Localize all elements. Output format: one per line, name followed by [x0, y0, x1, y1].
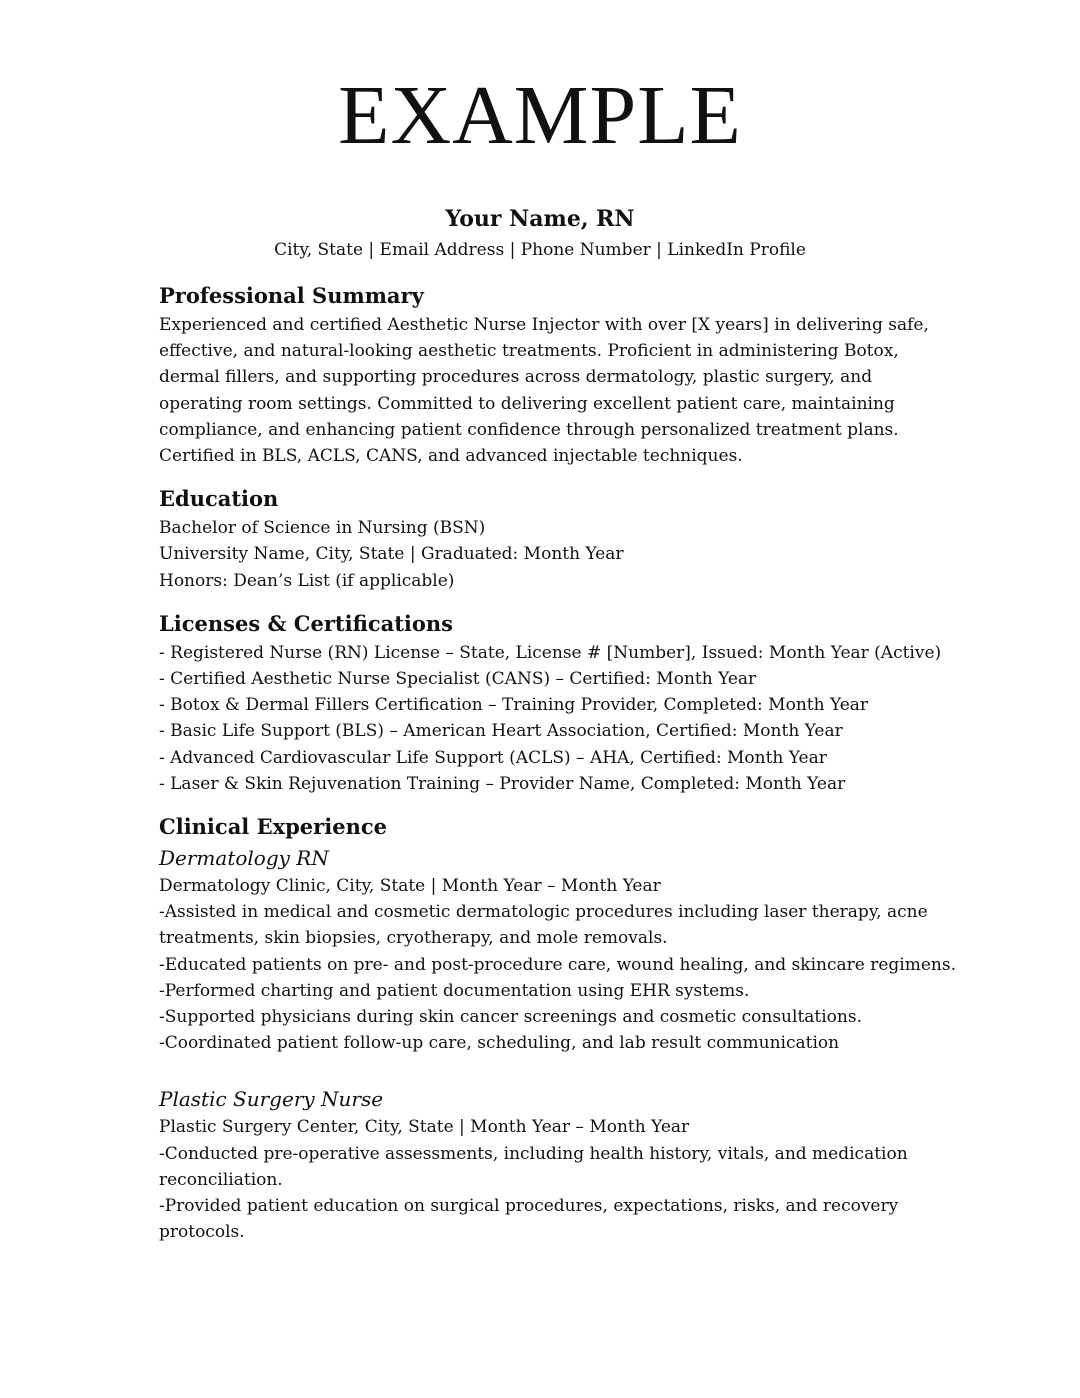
license-item: - Registered Nurse (RN) License – State, License # [Number], Issued: Month Year (Active)	[159, 642, 942, 663]
job-duty-line: -Educated patients on pre- and post-procedure care, wound healing, and skincare regimens.	[159, 954, 956, 975]
professional-summary-section	[159, 280, 959, 469]
clinical-experience-section	[159, 811, 959, 1245]
job-duty-line: treatments, skin biopsies, cryotherapy, and mole removals.	[159, 928, 668, 949]
summary-line: operating room settings. Committed to delivering excellent patient care, maintaining	[159, 393, 895, 414]
summary-line: dermal fillers, and supporting procedures across dermatology, plastic surgery, and	[159, 367, 873, 388]
job-duty-line: -Performed charting and patient documentation using EHR systems.	[159, 980, 750, 1001]
job-duty-line: -Provided patient education on surgical procedures, expectations, risks, and recovery	[159, 1196, 899, 1217]
summary-line: Experienced and certified Aesthetic Nurse Injector with over [X years] in delivering safe,	[159, 315, 929, 335]
license-item: - Botox & Dermal Fillers Certification – Training Provider, Completed: Month Year	[159, 695, 869, 716]
job-duty-line: reconciliation.	[159, 1169, 283, 1190]
job-place: Dermatology Clinic, City, State | Month Year – Month Year	[159, 876, 661, 897]
spacer	[159, 1056, 959, 1084]
job-entry-plastic-surgery	[159, 1084, 959, 1245]
education-line: Bachelor of Science in Nursing (BSN)	[159, 518, 486, 539]
education-line: Honors: Dean’s List (if applicable)	[159, 570, 455, 591]
resume-body	[159, 280, 959, 1245]
job-duty-line: -Supported physicians during skin cancer screenings and cosmetic consultations.	[159, 1007, 862, 1028]
job-duty-line: -Conducted pre-operative assessments, including health history, vitals, and medication	[159, 1143, 908, 1164]
license-item: - Certified Aesthetic Nurse Specialist (CANS) – Certified: Month Year	[159, 669, 757, 690]
licenses-section	[159, 608, 959, 797]
license-item: - Advanced Cardiovascular Life Support (ACLS) – AHA, Certified: Month Year	[159, 747, 827, 768]
job-title: Plastic Surgery Nurse	[159, 1087, 384, 1112]
spacer	[159, 797, 959, 811]
job-duty-line: protocols.	[159, 1222, 245, 1243]
job-duty-line: -Coordinated patient follow-up care, scheduling, and lab result communication	[159, 1033, 840, 1054]
license-item: - Basic Life Support (BLS) – American Heart Association, Certified: Month Year	[159, 721, 843, 742]
candidate-name: Your Name, RN	[445, 206, 635, 232]
education-section	[159, 483, 959, 594]
job-entry-dermatology	[159, 843, 959, 1056]
license-item: - Laser & Skin Rejuvenation Training – Provider Name, Completed: Month Year	[159, 773, 846, 794]
section-heading: Licenses & Certifications	[159, 610, 453, 636]
summary-line: effective, and natural-looking aesthetic treatments. Proficient in administering Botox,	[159, 341, 899, 362]
section-heading: Clinical Experience	[159, 814, 387, 840]
spacer	[159, 469, 959, 483]
contact-line: City, State | Email Address | Phone Number | LinkedIn Profile	[274, 240, 806, 260]
section-heading: Education	[159, 486, 279, 512]
summary-line: Certified in BLS, ACLS, CANS, and advanced injectable techniques.	[159, 446, 743, 467]
spacer	[159, 594, 959, 608]
job-title: Dermatology RN	[159, 846, 329, 871]
section-heading: Professional Summary	[159, 283, 424, 308]
job-duty-line: -Assisted in medical and cosmetic dermatologic procedures including laser therapy, acne	[159, 902, 928, 923]
education-line: University Name, City, State | Graduated: Month Year	[159, 544, 624, 565]
job-place: Plastic Surgery Center, City, State | Month Year – Month Year	[159, 1117, 690, 1138]
example-banner: EXAMPLE	[338, 69, 742, 162]
summary-line: compliance, and enhancing patient confidence through personalized treatment plans.	[159, 419, 899, 440]
